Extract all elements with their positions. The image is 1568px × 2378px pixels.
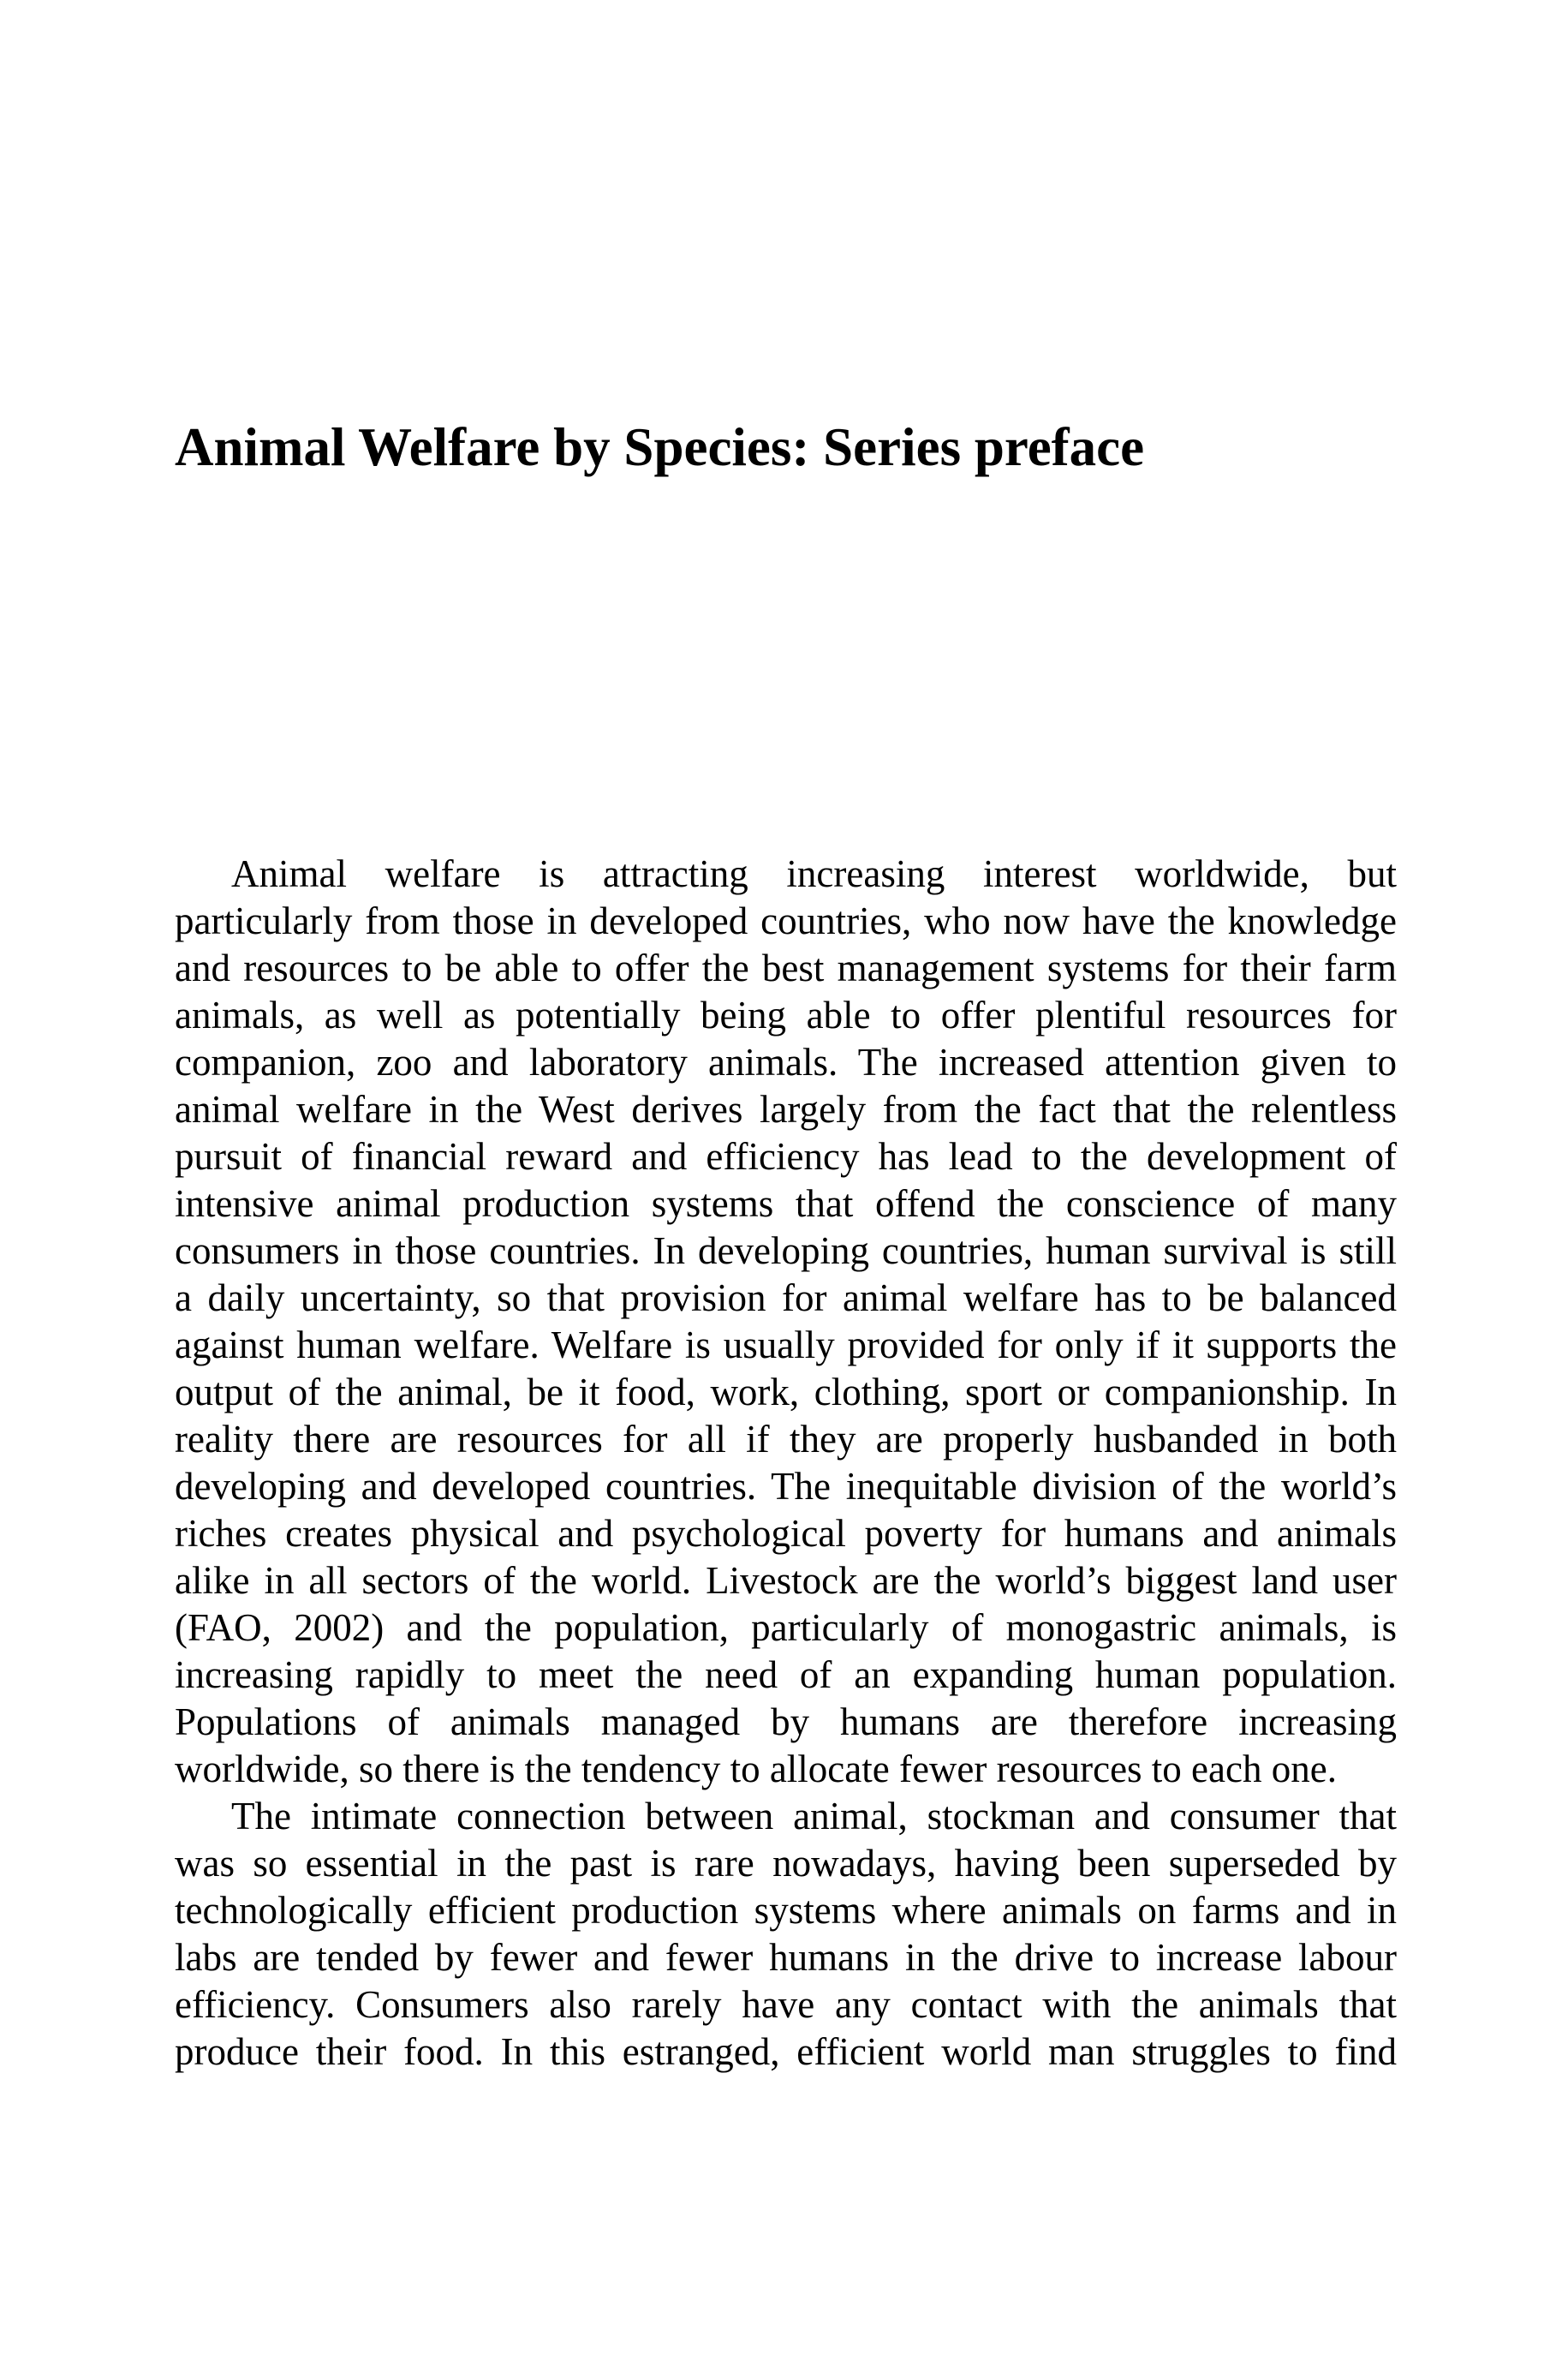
text-line: intensive animal production systems that offend the conscience of many (175, 1182, 1397, 1225)
text-line: The intimate connection between animal, stockman and consumer that (231, 1795, 1397, 1837)
text-line: developing and developed countries. The inequitable division of the world’s (175, 1465, 1397, 1508)
text-line: companion, zoo and laboratory animals. The increased attention given to (175, 1041, 1397, 1084)
text-line: (FAO, 2002) and the population, particularly of monogastric animals, is (175, 1606, 1397, 1649)
text-line: output of the animal, be it food, work, clothing, sport or companionship. In (175, 1371, 1397, 1413)
text-line: consumers in those countries. In developing countries, human survival is still (175, 1229, 1397, 1272)
text-line: technologically efficient production systems where animals on farms and in (175, 1889, 1397, 1932)
text-line: alike in all sectors of the world. Livestock are the world’s biggest land user (175, 1559, 1397, 1602)
text-line: particularly from those in developed countries, who now have the knowledge (175, 899, 1397, 942)
text-line: against human welfare. Welfare is usually provided for only if it supports the (175, 1323, 1397, 1366)
text-line: labs are tended by fewer and fewer humans in the drive to increase labour (175, 1936, 1397, 1979)
preface-body-text (175, 851, 1397, 2076)
text-line: riches creates physical and psychological poverty for humans and animals (175, 1512, 1397, 1555)
text-line: was so essential in the past is rare nowadays, having been superseded by (175, 1842, 1397, 1885)
text-line: increasing rapidly to meet the need of an expanding human population. (175, 1653, 1397, 1696)
text-line: reality there are resources for all if they are properly husbanded in both (175, 1418, 1397, 1461)
text-line: efficiency. Consumers also rarely have any contact with the animals that (175, 1983, 1397, 2026)
text-line: and resources to be able to offer the best management systems for their farm (175, 947, 1397, 989)
text-line: animal welfare in the West derives largely from the fact that the relentless (175, 1088, 1397, 1131)
text-line: worldwide, so there is the tendency to allocate fewer resources to each one. (175, 1748, 1337, 1790)
page-title: Animal Welfare by Species: Series preface (175, 417, 1145, 477)
text-line: a daily uncertainty, so that provision for animal welfare has to be balanced (175, 1276, 1397, 1319)
text-line: animals, as well as potentially being able to offer plentiful resources for (175, 994, 1397, 1037)
text-line: Animal welfare is attracting increasing interest worldwide, but (231, 852, 1397, 895)
text-line: pursuit of financial reward and efficiency has lead to the development of (175, 1135, 1397, 1178)
text-line: Populations of animals managed by humans are therefore increasing (175, 1700, 1397, 1743)
text-line: produce their food. In this estranged, efficient world man struggles to find (175, 2030, 1397, 2073)
